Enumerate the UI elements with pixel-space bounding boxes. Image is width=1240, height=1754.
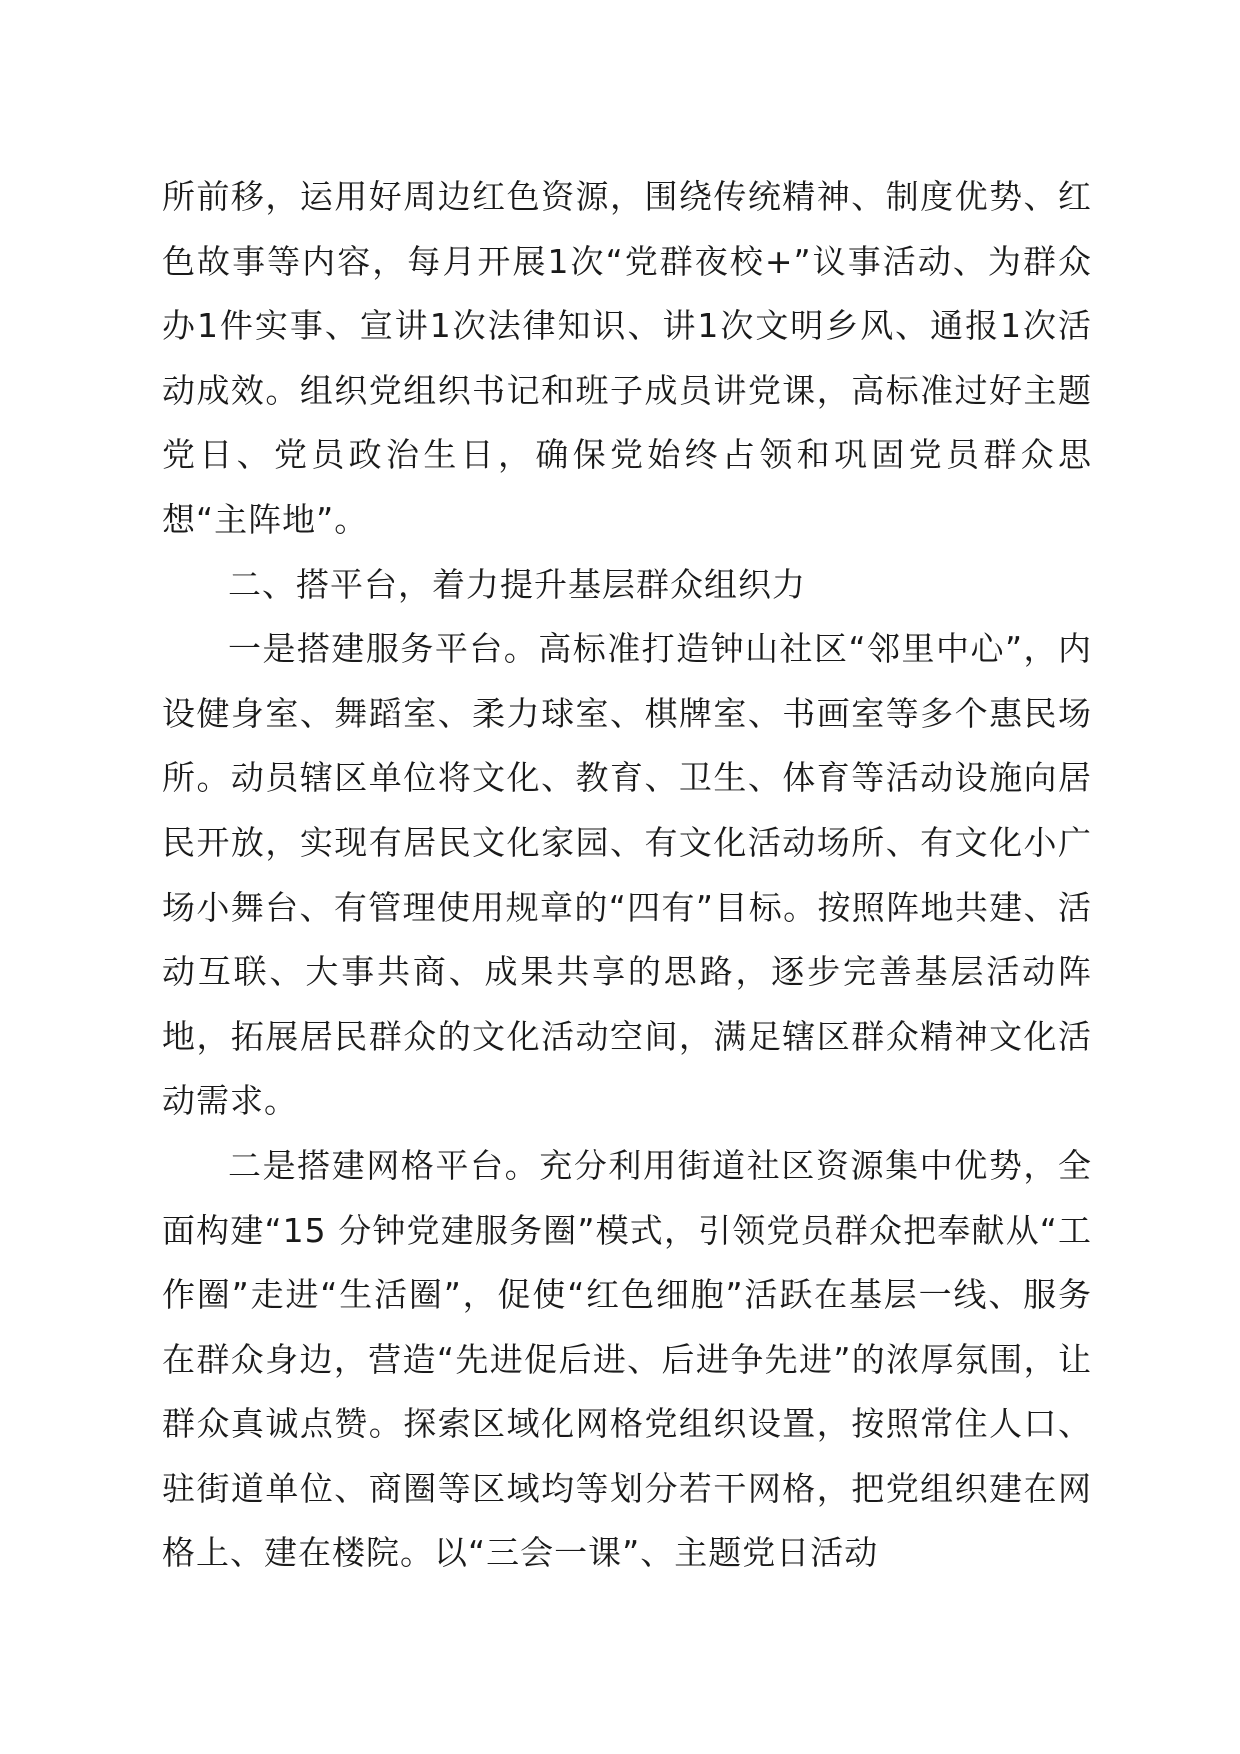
document-body [162, 165, 1092, 1586]
paragraph-continuation: 所前移，运用好周边红色资源，围绕传统精神、制度优势、红色故事等内容，每月开展1次“党群夜校+”议事活动、为群众办1件实事、宣讲1次法律知识、讲1次文明乡风、通报1次活动成效。组织党组织书记和班子成员讲党课，高标准过好主题党日、党员政治生日，确保党始终占领和巩固党员群众思想“主阵地”。 [162, 177, 1092, 539]
paragraph-grid-platform: 二是搭建网格平台。充分利用街道社区资源集中优势，全面构建“15 分钟党建服务圈”模式，引领党员群众把奉献从“工作圈”走进“生活圈”，促使“红色细胞”活跃在基层一线、服务在群众身边，营造“先进促后进、后进争先进”的浓厚氛围，让群众真诚点赞。探索区域化网格党组织设置，按照常住人口、驻街道单位、商圈等区域均等划分若干网格，把党组织建在网格上、建在楼院。以“三会一课”、主题党日活动 [162, 1145, 1092, 1573]
section-heading: 二、搭平台，着力提升基层群众组织力 [228, 564, 806, 604]
paragraph-service-platform: 一是搭建服务平台。高标准打造钟山社区“邻里中心”，内设健身室、舞蹈室、柔力球室、棋牌室、书画室等多个惠民场所。动员辖区单位将文化、教育、卫生、体育等活动设施向居民开放，实现有居民文化家园、有文化活动场所、有文化小广场小舞台、有管理使用规章的“四有”目标。按照阵地共建、活动互联、大事共商、成果共享的思路，逐步完善基层活动阵地，拓展居民群众的文化活动空间，满足辖区群众精神文化活动需求。 [162, 629, 1092, 1121]
